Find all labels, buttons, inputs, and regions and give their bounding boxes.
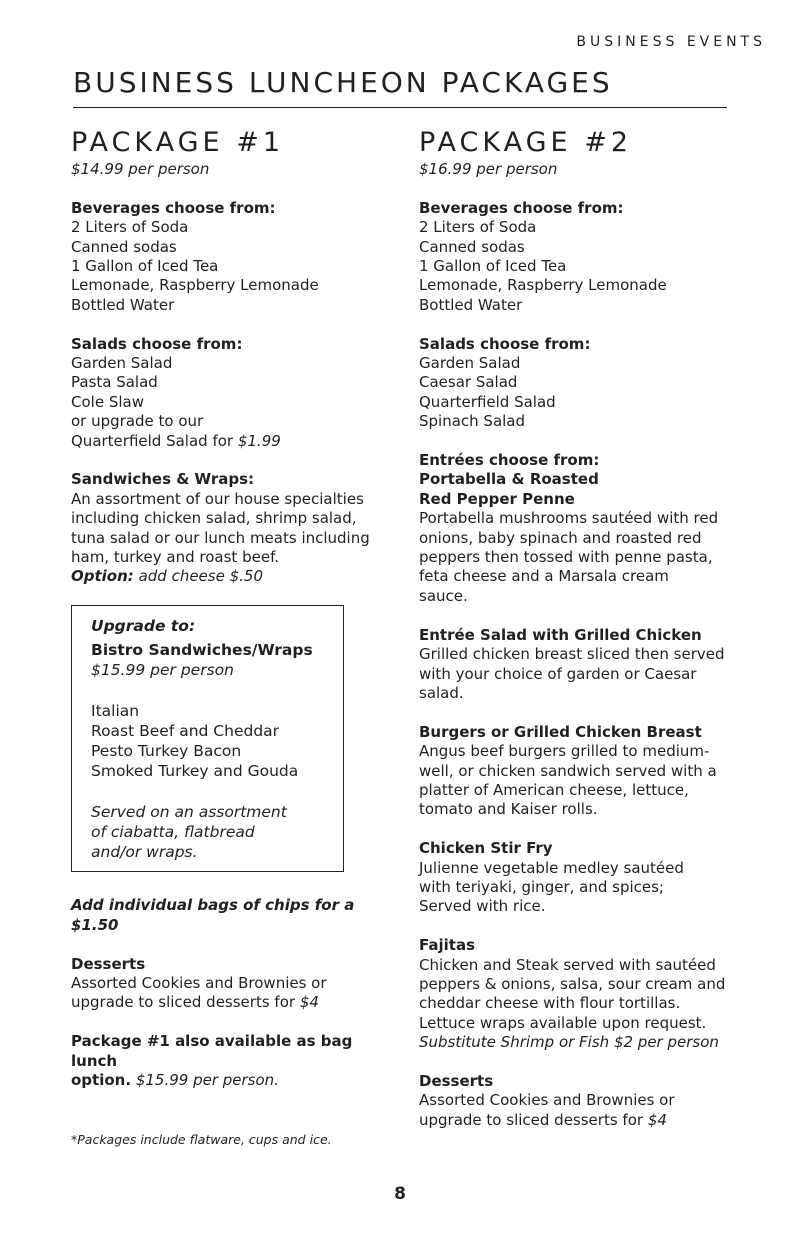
footnote: *Packages include flatware, cups and ice. <box>71 1132 332 1147</box>
entree-description: Served with rice. <box>419 897 546 916</box>
desserts-heading: Desserts <box>71 954 146 973</box>
salad-item: Spinach Salad <box>419 412 526 431</box>
option-label: Option: <box>71 567 134 586</box>
page-number: 8 <box>394 1184 406 1204</box>
salad-item: Caesar Salad <box>419 373 518 392</box>
beverage-item: Canned sodas <box>71 237 177 256</box>
entree-description: Lettuce wraps available upon request. <box>419 1013 707 1032</box>
upgrade-price: $15.99 per person <box>91 661 234 680</box>
title-divider <box>73 107 727 108</box>
upgrade-item: Pesto Turkey Bacon <box>91 742 242 761</box>
entree-description: platter of American cheese, lettuce, <box>419 780 689 799</box>
salad-item: Cole Slaw <box>71 392 144 411</box>
beverages-heading: Beverages choose from: <box>71 198 276 217</box>
bag-lunch-price: $15.99 per person. <box>131 1070 279 1089</box>
desserts-heading: Desserts <box>419 1071 494 1090</box>
package-2-column <box>419 126 739 1130</box>
entree-name: Chicken Stir Fry <box>419 839 553 858</box>
salad-item: or upgrade to our <box>71 412 204 431</box>
entree-description: peppers & onions, salsa, sour cream and <box>419 974 726 993</box>
upgrade-item: Smoked Turkey and Gouda <box>91 762 299 781</box>
desserts-upgrade-price: $4 <box>647 1110 667 1129</box>
entree-name: Portabella & Roasted <box>419 470 599 489</box>
entree-description: Angus beef burgers grilled to medium- <box>419 742 710 761</box>
entree-description: salad. <box>419 683 464 702</box>
upgrade-item: Italian <box>91 701 140 720</box>
entree-description: onions, baby spinach and roasted red <box>419 528 702 547</box>
entrees-heading: Entrées choose from: <box>419 451 600 470</box>
salad-item: Pasta Salad <box>71 373 158 392</box>
package-1-title: PACKAGE #1 <box>71 127 284 158</box>
entree-note: Substitute Shrimp or Fish $2 per person <box>419 1033 719 1052</box>
entree-description: cheddar cheese with flour tortillas. <box>419 994 681 1013</box>
entree-description: well, or chicken sandwich served with a <box>419 761 717 780</box>
package-2-price: $16.99 per person <box>419 160 558 178</box>
upgrade-note: Served on an assortment <box>91 802 287 821</box>
bag-lunch-line: Package #1 also available as bag lunch <box>71 1032 353 1070</box>
upgrade-box <box>71 605 344 872</box>
package-1-column <box>71 126 386 1090</box>
upgrade-note: of ciabatta, flatbread <box>91 822 255 841</box>
desserts-upgrade-text: upgrade to sliced desserts for <box>71 993 300 1012</box>
entree-description: Julienne vegetable medley sautéed <box>419 858 684 877</box>
entree-name: Red Pepper Penne <box>419 489 575 508</box>
package-1-price: $14.99 per person <box>71 160 210 178</box>
sandwiches-description: tuna salad or our lunch meats including <box>71 528 370 547</box>
entree-description: Portabella mushrooms sautéed with red <box>419 509 719 528</box>
salad-item: Garden Salad <box>419 354 521 373</box>
page-title: BUSINESS LUNCHEON PACKAGES <box>73 66 613 99</box>
package-2-title: PACKAGE #2 <box>419 127 632 158</box>
salad-upgrade-text: Quarterfield Salad for <box>71 431 238 450</box>
salad-item: Quarterfield Salad <box>419 392 556 411</box>
entree-description: Grilled chicken breast sliced then served <box>419 645 725 664</box>
upgrade-name: Bistro Sandwiches/Wraps <box>91 641 313 660</box>
bag-lunch-option: option. <box>71 1070 132 1089</box>
entree-name: Fajitas <box>419 936 475 955</box>
beverage-item: 1 Gallon of Iced Tea <box>71 257 219 276</box>
desserts-item: Assorted Cookies and Brownies or <box>71 973 327 992</box>
entree-description: Chicken and Steak served with sautéed <box>419 955 716 974</box>
entree-description: sauce. <box>419 586 468 605</box>
upgrade-note: and/or wraps. <box>91 843 198 862</box>
bag-lunch-price-line <box>71 1071 386 1090</box>
cheese-option <box>71 567 386 586</box>
salad-item: Garden Salad <box>71 354 173 373</box>
entree-description: feta cheese and a Marsala cream <box>419 567 669 586</box>
beverage-item: Lemonade, Raspberry Lemonade <box>71 276 319 295</box>
sandwiches-heading: Sandwiches & Wraps: <box>71 470 255 489</box>
upgrade-item: Roast Beef and Cheddar <box>91 721 280 740</box>
beverage-item: Canned sodas <box>419 237 525 256</box>
salad-upgrade-line <box>71 432 386 451</box>
salad-upgrade-price: $1.99 <box>237 431 281 450</box>
salads-heading: Salads choose from: <box>419 334 591 353</box>
entree-description: with your choice of garden or Caesar <box>419 664 697 683</box>
desserts-item: Assorted Cookies and Brownies or <box>419 1091 675 1110</box>
option-text: add cheese $.50 <box>133 567 263 586</box>
sandwiches-description: ham, turkey and roast beef. <box>71 548 280 567</box>
beverage-item: 1 Gallon of Iced Tea <box>419 257 567 276</box>
entree-name: Burgers or Grilled Chicken Breast <box>419 722 702 741</box>
desserts-upgrade-line <box>419 1111 739 1130</box>
upgrade-heading: Upgrade to: <box>91 616 196 635</box>
beverages-heading: Beverages choose from: <box>419 198 624 217</box>
chips-addon: Add individual bags of chips for a $1.50 <box>71 896 355 934</box>
beverage-item: Bottled Water <box>71 295 175 314</box>
salads-heading: Salads choose from: <box>71 334 243 353</box>
beverage-item: 2 Liters of Soda <box>419 218 537 237</box>
entree-description: with teriyaki, ginger, and spices; <box>419 877 664 896</box>
entree-description: peppers then tossed with penne pasta, <box>419 548 713 567</box>
entree-name: Entrée Salad with Grilled Chicken <box>419 625 702 644</box>
section-header: BUSINESS EVENTS <box>576 34 766 50</box>
sandwiches-description: An assortment of our house specialties <box>71 489 364 508</box>
desserts-upgrade-line <box>71 993 386 1012</box>
sandwiches-description: including chicken salad, shrimp salad, <box>71 509 357 528</box>
desserts-upgrade-text: upgrade to sliced desserts for <box>419 1110 648 1129</box>
beverage-item: 2 Liters of Soda <box>71 218 189 237</box>
beverage-item: Lemonade, Raspberry Lemonade <box>419 276 667 295</box>
entree-description: tomato and Kaiser rolls. <box>419 800 598 819</box>
beverage-item: Bottled Water <box>419 295 523 314</box>
desserts-upgrade-price: $4 <box>299 993 319 1012</box>
